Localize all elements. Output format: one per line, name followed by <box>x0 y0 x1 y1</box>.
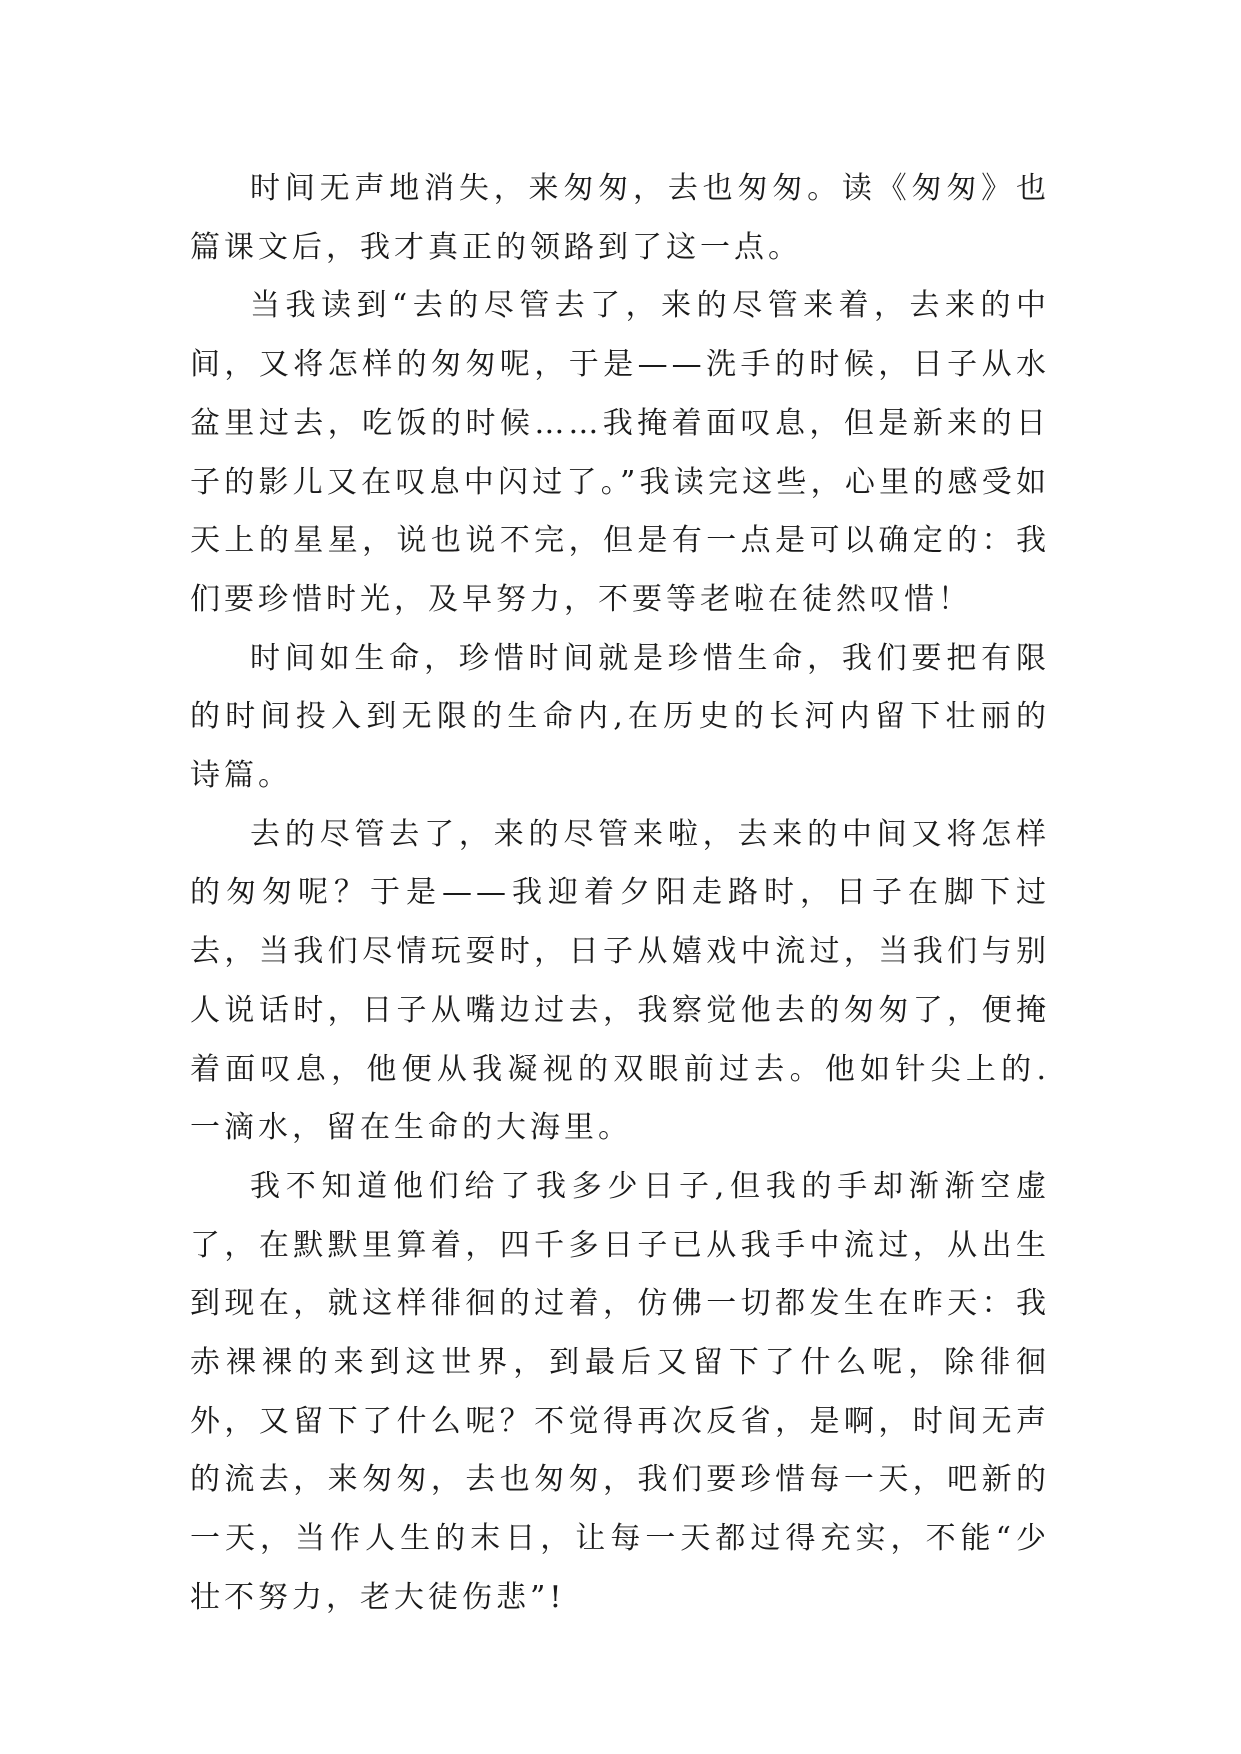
paragraph-4: 去的尽管去了，来的尽管来啦，去来的中间又将怎样的匆匆呢？于是——我迎着夕阳走路时，日子在脚下过去，当我们尽情玩耍时，日子从嬉戏中流过，当我们与别人说话时，日子从嘴边过去，我察觉他去的匆匆了，便掩着面叹息，他便从我凝视的双眼前过去。他如针尖上的.一滴水，留在生命的大海里。 <box>190 816 1050 1146</box>
paragraph-1: 时间无声地消失，来匆匆，去也匆匆。读《匆匆》也篇课文后，我才真正的领路到了这一点。 <box>190 171 1050 265</box>
paragraph-3: 时间如生命，珍惜时间就是珍惜生命，我们要把有限的时间投入到无限的生命内,在历史的长河内留下壮丽的诗篇。 <box>190 640 1050 794</box>
paragraph-2: 当我读到“去的尽管去了，来的尽管来着，去来的中间，又将怎样的匆匆呢，于是——洗手的时候，日子从水盆里过去，吃饭的时候……我掩着面叹息，但是新来的日子的影儿又在叹息中闪过了。”我读完这些，心里的感受如天上的星星，说也说不完，但是有一点是可以确定的：我们要珍惜时光，及早努力，不要等老啦在徒然叹惜！ <box>190 288 1050 617</box>
essay-body <box>190 160 1050 1628</box>
paragraph-5: 我不知道他们给了我多少日子,但我的手却渐渐空虚了，在默默里算着，四千多日子已从我手中流过，从出生到现在，就这样徘徊的过着，仿佛一切都发生在昨天：我赤裸裸的来到这世界，到最后又留下了什么呢，除徘徊外，又留下了什么呢？不觉得再次反省，是啊，时间无声的流去，来匆匆，去也匆匆，我们要珍惜每一天，吧新的一天，当作人生的末日，让每一天都过得充实，不能“少壮不努力，老大徒伤悲”! <box>190 1168 1050 1615</box>
